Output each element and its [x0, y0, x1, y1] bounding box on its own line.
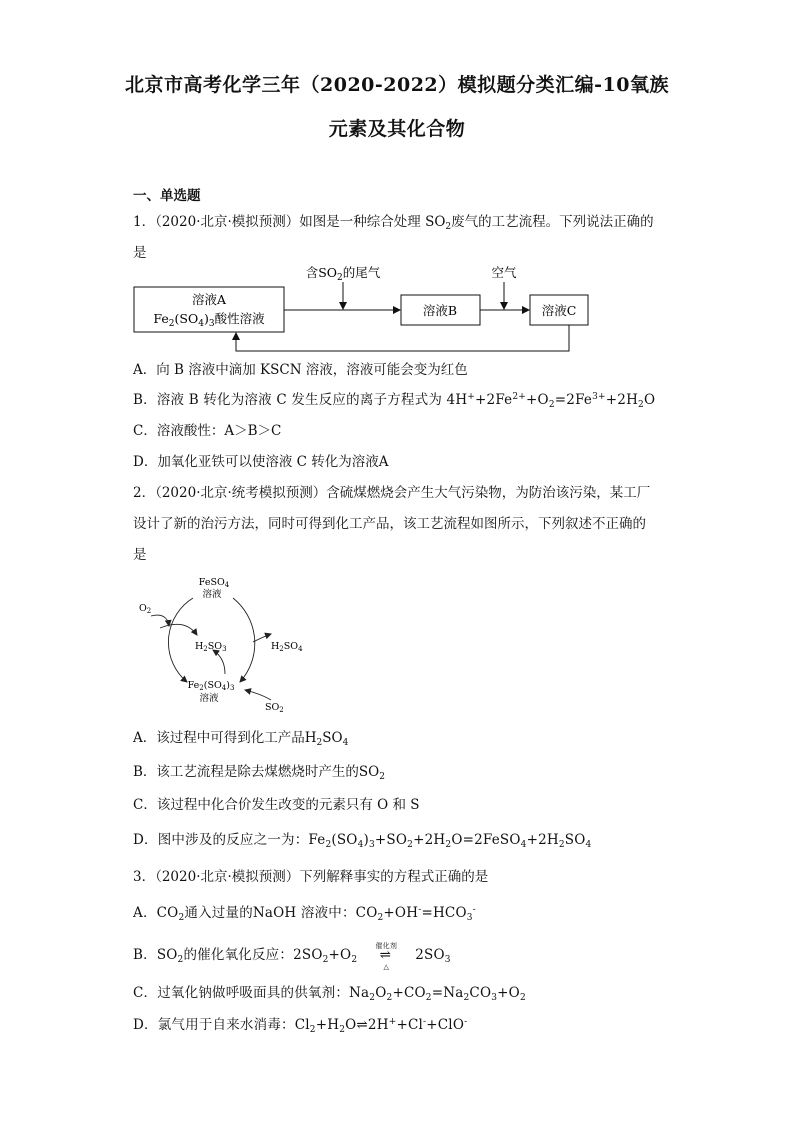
q1-stem-line1	[133, 214, 654, 230]
q2-option-d: D．图中涉及的反应之一为：$Fe_2(SO_4)_3+SO_2+2H_2O=2FeSO_4+2H_2SO_4$	[133, 832, 592, 850]
label-h2so4: $H_2SO_4$	[271, 641, 303, 653]
q3-b-cond-top: 催化剂	[375, 942, 398, 950]
q1-stem-line2: 是	[133, 245, 147, 261]
label-fe2so43: $Fe_2(SO_4)_3$	[187, 680, 235, 692]
q2-option-c: C．该过程中化合价发生改变的元素只有 O 和 S	[133, 797, 420, 813]
box-a-formula: $Fe_2(SO_4)_3$酸性溶液	[153, 311, 265, 329]
q1-flow-diagram	[130, 262, 590, 358]
label-so2: $SO_2$	[265, 702, 284, 714]
label-fe2so43-sol: 溶液	[199, 693, 219, 704]
doc-title-line1: 北京市高考化学三年（2020-2022）模拟题分类汇编-10氧族	[125, 74, 669, 96]
q3-b-cond-bottom: △	[383, 963, 390, 971]
box-b-label: 溶液B	[422, 303, 458, 318]
q2-option-a: A．该过程中可得到化工产品$H_2SO_4$	[133, 730, 349, 748]
q3-option-c: C．过氧化钠做呼吸面具的供氧剂：$Na_2O_2+CO_2=Na_2CO_3+O_2$	[133, 985, 526, 1003]
cycle-arc-right	[233, 598, 255, 682]
q1-option-b: B．溶液 B 转化为溶液 C 发生反应的离子方程式为 $4H^++2Fe^{2+}+O_2=2Fe^{3+}+2H_2O$	[133, 392, 656, 410]
q2-cycle-diagram	[125, 570, 325, 715]
arrow-inner	[213, 650, 225, 674]
arrow-h2so3	[160, 624, 197, 635]
label-air: 空气	[491, 265, 517, 280]
label-h2so3: $H_2SO_3$	[195, 641, 227, 653]
q1-stem-tail: 废气的工艺流程。下列说法正确的	[451, 214, 654, 230]
q1-option-c: C．溶液酸性：A＞B＞C	[133, 423, 282, 439]
q3-option-b: B．$SO_2$的催化氧化反应：$2SO_2+O_2$ 催化剂 ⇌ △ $2SO_3$	[133, 947, 451, 963]
q2-option-b: B．该工艺流程是除去煤燃烧时产生的$SO_2$	[133, 764, 385, 782]
q3-option-a: A．$CO_2$通入过量的NaOH 溶液中：$CO_2+OH^-=HCO_3^-$	[133, 905, 476, 923]
q1-option-a: A．向 B 溶液中滴加 KSCN 溶液，溶液可能会变为红色	[133, 362, 468, 378]
arrow-o2-in	[151, 615, 169, 626]
label-o2: $O_2$	[139, 603, 152, 615]
q3-b-arrow-glyph: ⇌	[379, 947, 393, 963]
q1-stem-text: 1．（2020·北京·模拟预测）如图是一种综合处理 SO	[133, 214, 446, 230]
doc-title-line2: 元素及其化合物	[328, 118, 466, 140]
section-heading: 一、单选题	[133, 188, 201, 204]
q3-stem: 3．（2020·北京·模拟预测）下列解释事实的方程式正确的是	[133, 869, 489, 885]
q3-b-arrow	[357, 942, 415, 971]
q1-option-d: D．加氧化亚铁可以使溶液 C 转化为溶液A	[133, 454, 389, 470]
q2-stem-line2: 设计了新的治污方法，同时可得到化工产品，该工艺流程如图所示，下列叙述不正确的	[133, 516, 646, 532]
q2-stem-line1: 2．（2020·北京·统考模拟预测）含硫煤燃烧会产生大气污染物，为防治该污染，某工厂	[133, 485, 651, 501]
label-tail-gas: 含$SO_2$的尾气	[305, 265, 381, 283]
q3-option-d: D．氯气用于自来水消毒：$Cl_2+H_2O\rightleftharpoons 2H^++Cl^-+ClO^-$	[133, 1017, 468, 1035]
q1-stem-sub: 2	[445, 222, 452, 232]
box-c-label: 溶液C	[541, 303, 577, 318]
arrow-h2so4-out	[253, 634, 271, 642]
arrow-so2-in	[245, 690, 271, 700]
box-a-label: 溶液A	[191, 292, 227, 307]
cycle-arc-left	[168, 598, 193, 682]
label-feso4: FeSO$_4$	[198, 577, 230, 589]
arrow-c-to-a	[236, 325, 569, 351]
q2-stem-line3: 是	[133, 547, 147, 563]
label-feso4-sol: 溶液	[202, 589, 222, 600]
